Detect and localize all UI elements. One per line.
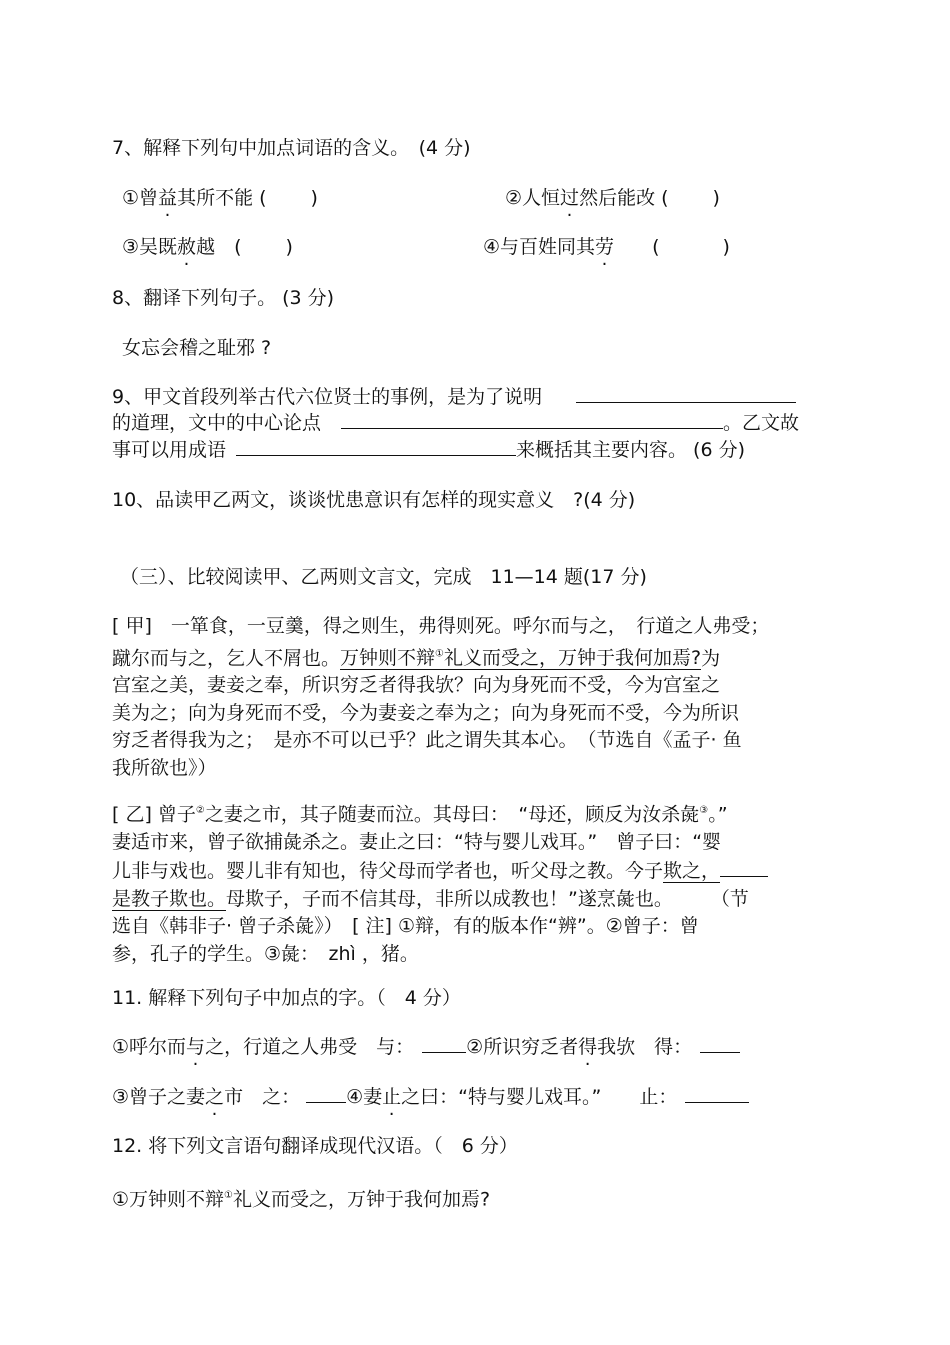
emphasis-dot-char: 之 — [205, 1086, 225, 1108]
q9-line-3: 事可以用成语 来概括其主要内容。 (6 分) — [112, 439, 746, 461]
q7-title: 7、解释下列句中加点词语的含义。 (4 分) — [112, 137, 471, 159]
emphasis-dot-char: 过 — [560, 187, 580, 209]
q7-item-3: ③吴既赦越 ( ) — [122, 236, 293, 258]
q12-title: 12. 将下列文言语句翻译成现代汉语。（ 6 分） — [112, 1135, 518, 1157]
answer-blank — [422, 1034, 466, 1053]
emphasis-dot-char: 止 — [382, 1086, 402, 1108]
answer-blank — [700, 1034, 740, 1053]
passage-jia: [ 甲] 一箪食，一豆羹，得之则生，弗得则死。呼尔而与之， 行道之人弗受； 蹴尔而与之，乞人不屑也。万钟则不辩①礼义而受之，万钟于我何加焉?为 宫室之美，妻妾之奉，所识穷乏者得我欤？向为身死而不受，今为宫室之 美为之；向为身死而不受，今为妻妾之奉为之；向为身死而不受，今为所识 穷乏者得我为之； 是亦不可以已乎？此之谓失其本心。 （节选自《孟子· 鱼 我所欲也》） — [112, 615, 770, 779]
q7-item-2: ②人恒过然后能改 ( ) — [505, 187, 720, 209]
q11-row-2: ③曾子之妻之市 之： ④妻止之曰：“特与婴儿戏耳。” 止： — [112, 1084, 749, 1109]
section-title: （三）、比较阅读甲、乙两则文言文，完成 11—14 题(17 分) — [120, 566, 647, 588]
q11-title: 11. 解释下列句子中加点的字。（ 4 分） — [112, 987, 461, 1009]
emphasis-dot-char: 赦 — [177, 236, 197, 258]
emphasis-dot-char: 益 — [158, 187, 178, 209]
answer-blank — [236, 437, 516, 456]
q10-title: 10、品读甲乙两文，谈谈忧患意识有怎样的现实意义 ?(4 分) — [112, 489, 636, 511]
emphasis-dot-char: 得 — [578, 1036, 598, 1058]
q8-sentence: 女忘会稽之耻邪 ? — [122, 337, 272, 359]
q9-line-1: 9、甲文首段列举古代六位贤士的事例，是为了说明 — [112, 384, 796, 409]
answer-blank — [306, 1084, 346, 1103]
q7-item-1: ①曾益其所不能 ( ) — [122, 187, 318, 209]
emphasis-dot-char: 与 — [186, 1036, 206, 1058]
q12-sentence-1: ①万钟则不辩①礼义而受之，万钟于我何加焉? — [112, 1188, 491, 1211]
answer-blank — [341, 410, 723, 429]
emphasis-dot-char: 劳 — [595, 236, 615, 258]
q11-row-1: ①呼尔而与之，行道之人弗受 与： ②所识穷乏者得我欤 得： — [112, 1034, 740, 1059]
q8-title: 8、翻译下列句子。 (3 分) — [112, 287, 335, 309]
q7-item-4: ④与百姓同其劳 ( ) — [483, 236, 730, 258]
passage-yi: [ 乙] 曾子②之妻之市，其子随妻而泣。其母曰： “母还，顾反为汝杀彘③。” 妻适市来，曾子欲捕彘杀之。妻止之曰：“特与婴儿戏耳。” 曾子曰：“婴 儿非与戏也。婴儿非有知也，待父母而学者也，听父母之教。今子欺之， 是教子欺也。母欺子，子而不信其母，非所以成教也！”遂烹彘也。 （节 选自《韩非子· 曾子杀彘》） [ 注] ①辩，有的版本作“辨”。②曾子：曾 参，孔子的学生。③彘： zhì ，猪。 — [112, 797, 837, 968]
answer-blank — [576, 384, 796, 403]
q9-line-2: 的道理，文中的中心论点 。乙文故 — [112, 412, 800, 434]
answer-blank — [685, 1084, 749, 1103]
